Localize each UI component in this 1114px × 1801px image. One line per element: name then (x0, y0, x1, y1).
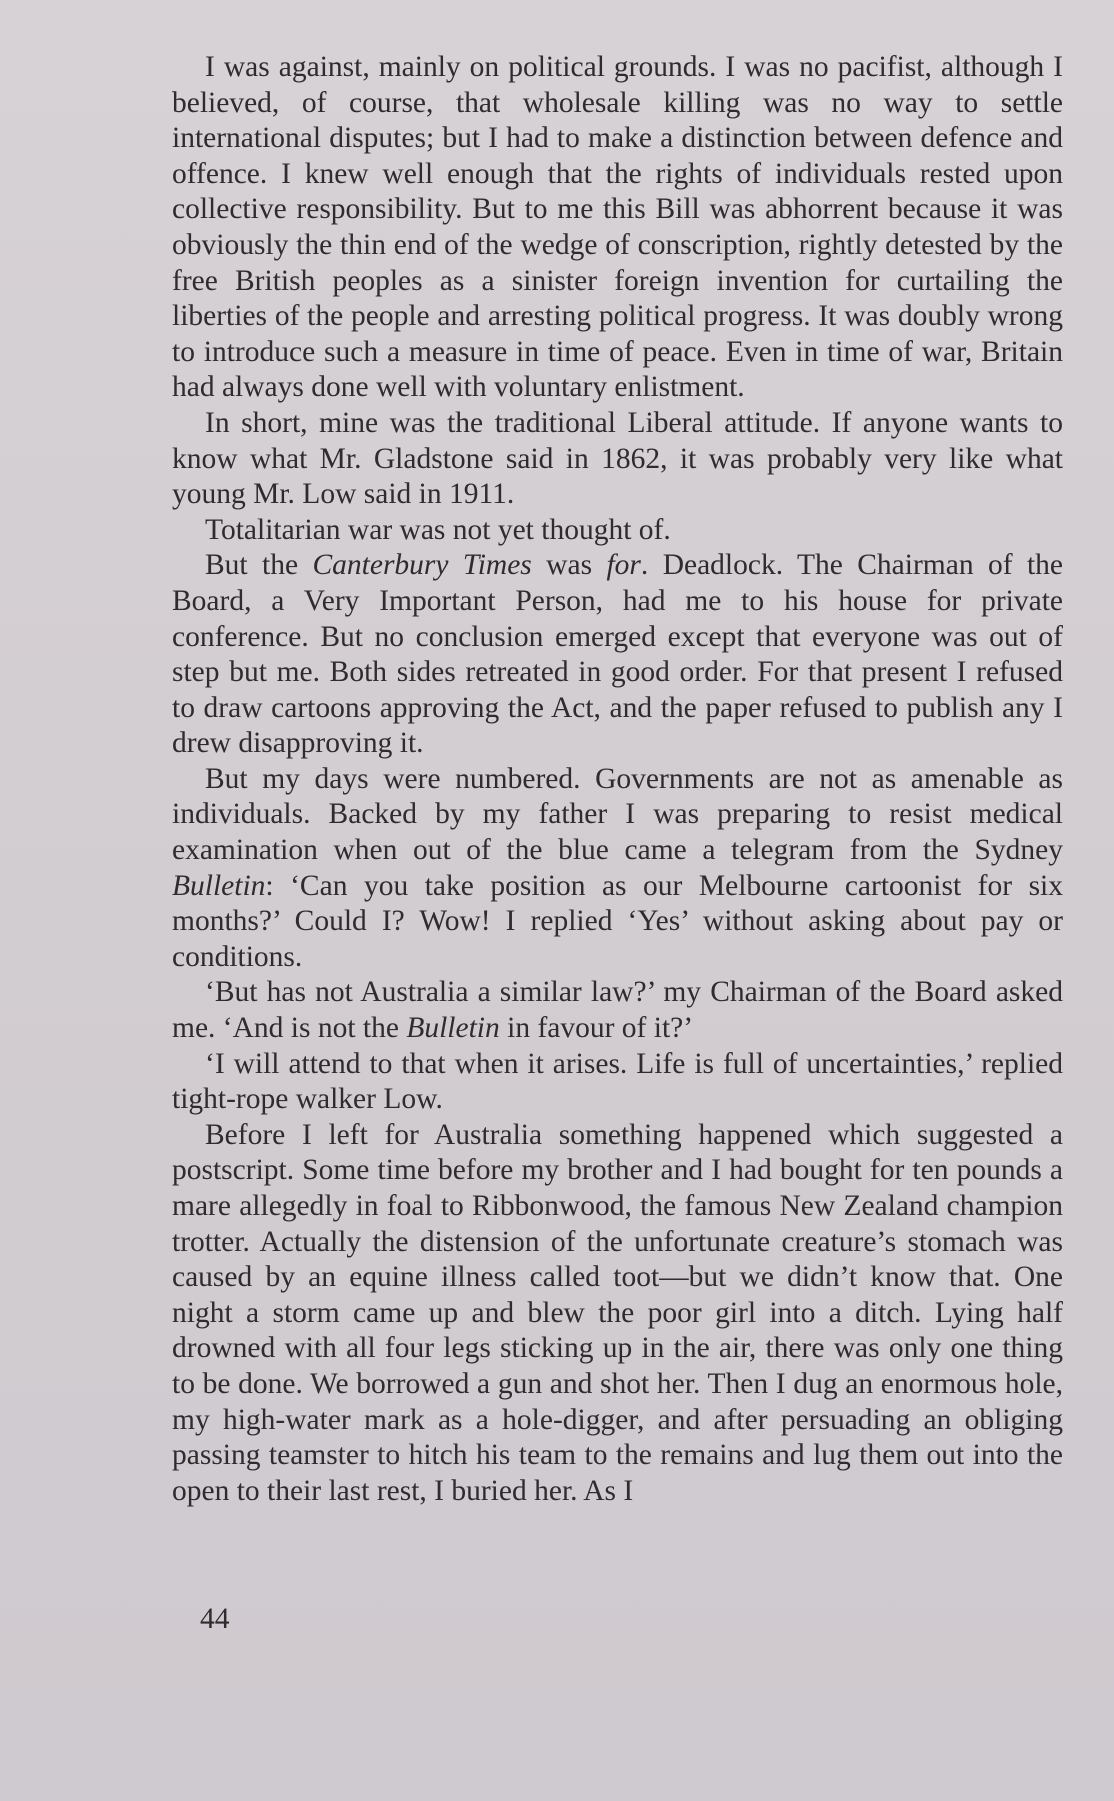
text-run: in favour of it?’ (499, 1012, 694, 1045)
text-run: ‘I will attend to that when it arises. Life is full of uncertainties,’ replied tight-rope walker Low. (172, 1047, 1063, 1116)
paragraph (172, 548, 1063, 762)
page-number: 44 (200, 1603, 230, 1635)
italic-text: for (606, 549, 641, 582)
italic-text: Canterbury Times (312, 549, 532, 582)
paragraph (172, 50, 1063, 406)
text-run: ‘But has not Australia a similar law?’ my Chairman of the Board asked me. ‘And is not the (172, 976, 1063, 1045)
body-text (172, 50, 1063, 1509)
paragraph (172, 975, 1063, 1046)
text-run: In short, mine was the traditional Liberal attitude. If anyone wants to know what Mr. Gladstone said in 1862, it was probably very like what young Mr. Low said in 1911. (172, 406, 1063, 511)
paragraph (172, 406, 1063, 513)
text-run: I was against, mainly on political grounds. I was no pacifist, although I believed, of course, that wholesale killing was no way to settle international disputes; but I had to make a distinction between defence and offence. I knew well enough that the rights of individuals rested upon collective responsibility. But to me this Bill was abhorrent because it was obviously the thin end of the wedge of conscription, rightly detested by the free British peoples as a sinister foreign invention for curtailing the liberties of the people and arresting political progress. It was doubly wrong to introduce such a measure in time of peace. Even in time of war, Britain had always done well with voluntary enlistment. (172, 51, 1063, 404)
italic-text: Bulletin (406, 1012, 500, 1045)
paragraph (172, 1047, 1063, 1118)
text-run: : ‘Can you take position as our Melbourne cartoonist for six months?’ Could I? Wow! I replied ‘Yes’ without asking about pay or conditions. (172, 869, 1063, 973)
paragraph (172, 762, 1063, 976)
text-run: . Deadlock. The Chairman of the Board, a Very Important Person, had me to his house for private conference. But no conclusion emerged except that everyone was out of step but me. Both sides retreated in good order. For that present I refused to draw cartoons approving the Act, and the paper refused to publish any I drew disapproving it. (172, 549, 1063, 760)
paragraph (172, 513, 1063, 549)
paragraph (172, 1118, 1063, 1510)
text-run: was (531, 549, 607, 582)
text-run: But my days were numbered. Governments are not as amenable as individuals. Backed by my father I was preparing to resist medical examination when out of the blue came a telegram from the Sydney (172, 762, 1063, 867)
italic-text: Bulletin (172, 869, 266, 902)
text-run: Before I left for Australia something happened which suggested a postscript. Some time before my brother and I had bought for ten pounds a mare allegedly in foal to Ribbonwood, the famous New Zealand champion trotter. Actually the distension of the unfortunate creature’s stomach was caused by an equine illness called toot—but we didn’t know that. One night a storm came up and blew the poor girl into a ditch. Lying half drowned with all four legs sticking up in the air, there was only one thing to be done. We borrowed a gun and shot her. Then I dug an enormous hole, my high-water mark as a hole-digger, and after persuading an obliging passing teamster to hitch his team to the remains and lug them out into the open to their last rest, I buried her. As I (172, 1118, 1063, 1507)
text-run: But the (205, 549, 313, 582)
text-run: Totalitarian war was not yet thought of. (205, 513, 671, 546)
